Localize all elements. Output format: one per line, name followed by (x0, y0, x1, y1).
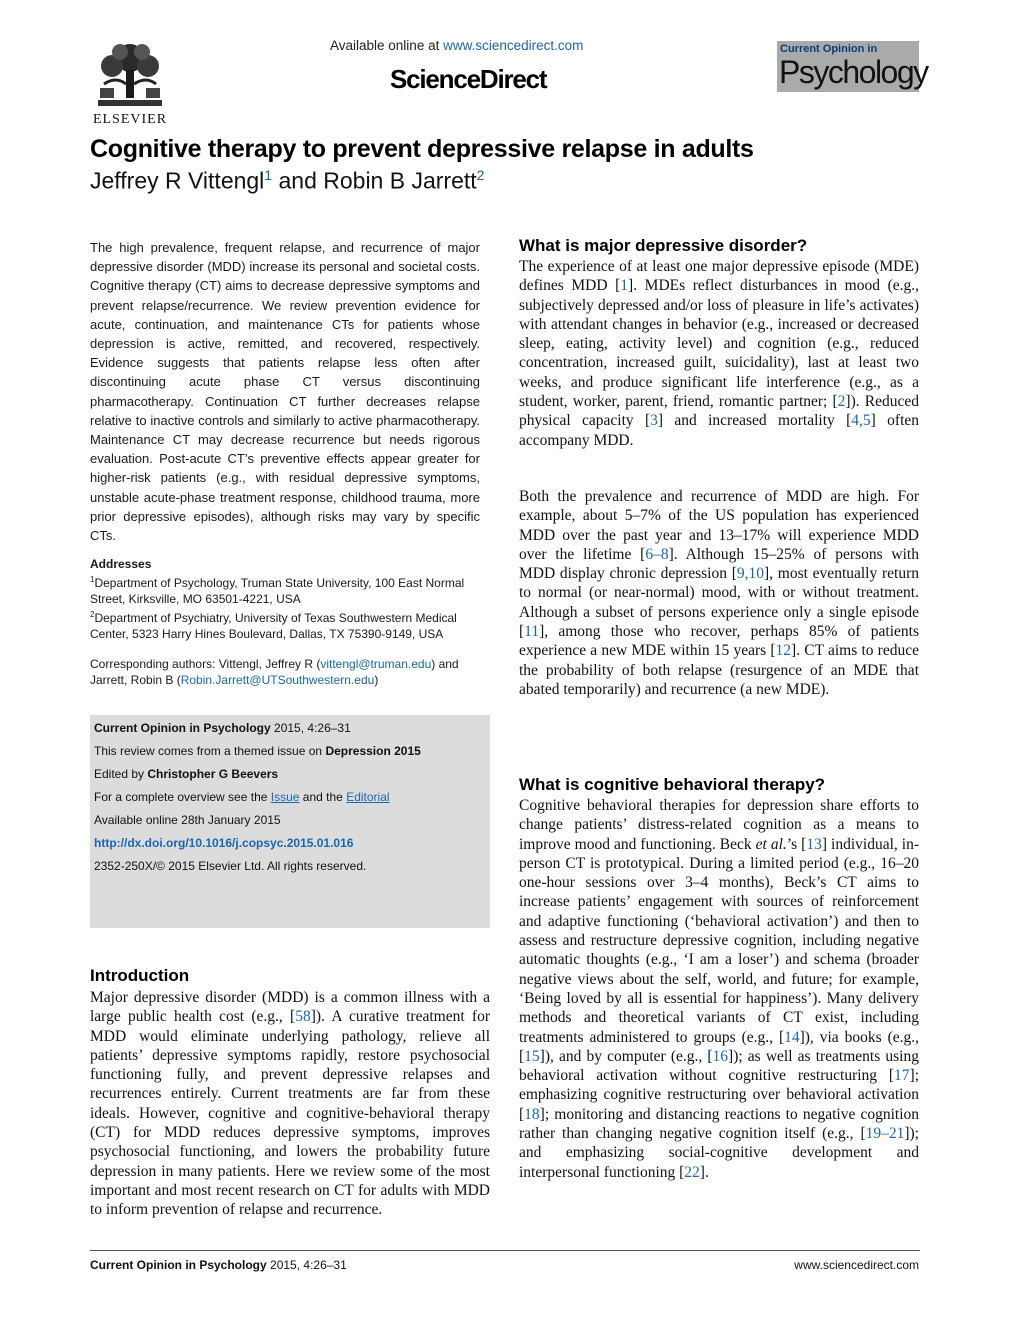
cbt-heading: What is cognitive behavioral therapy? (519, 775, 826, 794)
abstract: The high prevalence, frequent relapse, and recurrence of major depressive disorder (MDD) increase its personal and societal costs. Cognitive therapy (CT) aims to decrease depressive symptoms and prevent relapse/recurrence. We review prevention evidence for acute, continuation, and maintenance CTs for patients whose depression is active, remitted, and recovered, respectively. Evidence suggests that patients relapse less often after discontinuing acute phase CT versus discontinuing pharmacotherapy. Continuation CT further decreases relapse relative to inactive controls and similarly to active pharmacotherapy. Maintenance CT may decrease recurrence but needs rigorous evaluation. Post-acute CT’s preventive effects appear greater for higher-risk patients (e.g., with residual depressive symptoms, unstable acute-phase treatment response, childhood trauma, more prior depressive episodes), although risks may vary by specific CTs. (90, 240, 480, 544)
article-authors (90, 167, 484, 195)
mdd-paragraph-1: The experience of at least one major depressive episode (MDE) defines MDD [1]. MDEs reflect disturbances in mood (e.g., subjectively depressed and/or loss of pleasure in life’s activates) with attendant changes in behavior (e.g., increased or decreased sleep, eating, activity level) and cognition (e.g., reduced concentration, increased guilt, suicidality), last at least two weeks, and produce significant life interference (e.g., as a student, worker, parent, friend, romantic partner; [2]). Reduced physical capacity [3] and increased mortality [4,5] often accompany MDD. (519, 258, 920, 449)
corresponding-authors: Corresponding authors: Vittengl, Jeffrey R (vittengl@truman.edu) and Jarrett, Robin B (Robin.Jarrett@UTSouthwestern.edu) (90, 657, 459, 687)
sciencedirect-link[interactable]: www.sciencedirect.com (443, 38, 584, 53)
ref-link[interactable]: 16 (712, 1047, 729, 1065)
doi-link[interactable]: http://dx.doi.org/10.1016/j.copsyc.2015.01.016 (94, 836, 354, 850)
addresses (90, 556, 490, 688)
ref-link[interactable]: 58 (295, 1008, 311, 1026)
address-2: $^2$Department of Psychiatry, University of Texas Southwestern Medical Center, 5323 Harry Hines Boulevard, Dallas, TX 75390-9149, USA (90, 610, 457, 641)
journal-badge (777, 41, 928, 92)
elsevier-wordmark: ELSEVIER (92, 112, 168, 127)
journal-badge-top: Current Opinion in (780, 43, 878, 55)
ref-link[interactable]: 18 (524, 1105, 540, 1123)
author-2-affil[interactable]: 2 (476, 167, 485, 183)
elsevier-tree-icon (90, 40, 170, 110)
mdd-heading: What is major depressive disorder? (519, 236, 808, 255)
info-editor: Edited by Christopher G Beevers (94, 767, 279, 781)
info-copyright: 2352-250X/© 2015 Elsevier Ltd. All rights reserved. (94, 859, 367, 873)
ref-link[interactable]: 14 (784, 1028, 800, 1046)
article-title: Cognitive therapy to prevent depressive relapse in adults (90, 135, 754, 163)
author-2: Robin B Jarrett (323, 167, 477, 194)
ref-link[interactable]: 22 (684, 1163, 700, 1181)
ref-link[interactable]: 11 (524, 623, 540, 641)
ref-link[interactable]: 15 (524, 1047, 540, 1065)
ref-link[interactable]: 6–8 (645, 545, 669, 563)
ref-link[interactable]: 9,10 (736, 565, 764, 583)
email-link-vittengl[interactable]: vittengl@truman.edu (320, 657, 432, 671)
ref-link[interactable]: 17 (894, 1067, 910, 1085)
available-online-line (330, 38, 583, 53)
introduction-heading: Introduction (90, 966, 190, 985)
ref-link[interactable]: 19–21 (865, 1125, 905, 1143)
editorial-link[interactable]: Editorial (346, 790, 390, 804)
cbt-paragraph: Cognitive behavioral therapies for depression share efforts to change patients’ distress-related cognition as a means to improve mood and functioning. Beck et al.’s [13] individual, in-person CT is prototypical. During a limited period (e.g., 16–20 one-hour sessions over 3–4 months), Beck’s CT aims to increase patients’ engagement with sources of reinforcement and adaptive functioning (‘behavioral activation’) and then to assess and restructure depressive cognition, including negative automatic thoughts (e.g., ‘I am a loser’) and schema (broader negative views about the self, world, and future; for example, ‘Being loved by all is essential for happiness’). Many delivery methods and theoretical variants of CT exist, including treatments administered to groups (e.g., [14]), via books (e.g., [15]), and by computer (e.g., [16]); as well as treatments using behavioral activation without cognitive restructuring [17]; emphasizing cognitive restructuring over behavioral activation [18]; monitoring and distancing reactions to negative cognition rather than changing negative cognition itself (e.g., [19–21]); and emphasizing social-cognitive development and interpersonal functioning [22]. (519, 797, 920, 1181)
author-1: Jeffrey R Vittengl (90, 167, 265, 194)
mdd-paragraph-2: Both the prevalence and recurrence of MDD are high. For example, about 5–7% of the US population has experienced MDD over the past year and 13–17% will experience MDD over the lifetime [6–8]. Although 15–25% of persons with MDD display chronic depression [9,10], most eventually return to normal (or near-normal) mood, with or without treatment. Although a subset of persons experience only a single episode [11], among those who recover, perhaps 85% of patients experience a new MDE within 15 years [12]. CT aims to reduce the probability of both relapse (resurgence of an MDE that abated temporarily) and recurrence (a new MDE). (519, 488, 919, 698)
info-available: Available online 28th January 2015 (94, 813, 281, 827)
sciencedirect-brand: ScienceDirect (390, 64, 547, 94)
journal-badge-main: Psychology (779, 54, 928, 90)
introduction-text: Major depressive disorder (MDD) is a common illness with a large public health cost (e.g., [58]). A curative treatment for MDD would eliminate underlying pathology, relieve all patients’ depressive symptoms rapidly, restore psychosocial functioning fully, and prevent depressive relapses and recurrences entirely. Current treatments are far from these ideals. However, cognitive and cognitive-behavioral therapy (CT) for MDD reduces depressive symptoms, improves psychosocial functioning, and lowers the probability future depression in many patients. Here we review some of the most important and most recent research on CT for adults with MDD to inform prevention of relapse and recurrence. (90, 989, 490, 1219)
info-journal: Current Opinion in Psychology 2015, 4:26–31 (94, 721, 351, 735)
address-1: $^1$Department of Psychology, Truman State University, 100 East Normal Street, Kirksville, MO 63501-4221, USA (90, 575, 465, 606)
available-prefix: Available online at (330, 38, 440, 53)
footer-divider (90, 1250, 920, 1251)
ref-link[interactable]: 1 (620, 277, 629, 295)
info-theme: This review comes from a themed issue on Depression 2015 (94, 744, 421, 758)
ref-link[interactable]: 12 (775, 642, 792, 660)
footer-url[interactable]: www.sciencedirect.com (794, 1258, 919, 1272)
footer-citation: Current Opinion in Psychology 2015, 4:26–31 (90, 1258, 347, 1272)
addresses-heading: Addresses (90, 557, 152, 571)
info-doi (94, 836, 353, 850)
ref-link[interactable]: 4,5 (851, 412, 871, 430)
article-info-box (90, 715, 490, 928)
ref-link[interactable]: 3 (650, 412, 658, 430)
email-link-jarrett[interactable]: Robin.Jarrett@UTSouthwestern.edu (180, 673, 375, 687)
info-overview: For a complete overview see the Issue and the Editorial (94, 790, 390, 804)
ref-link[interactable]: 2 (837, 393, 846, 411)
ref-link[interactable]: 13 (806, 835, 822, 853)
author-1-affil[interactable]: 1 (264, 167, 273, 183)
elsevier-logo (90, 40, 170, 128)
author-and: and (278, 167, 317, 194)
issue-link[interactable]: Issue (270, 790, 300, 804)
